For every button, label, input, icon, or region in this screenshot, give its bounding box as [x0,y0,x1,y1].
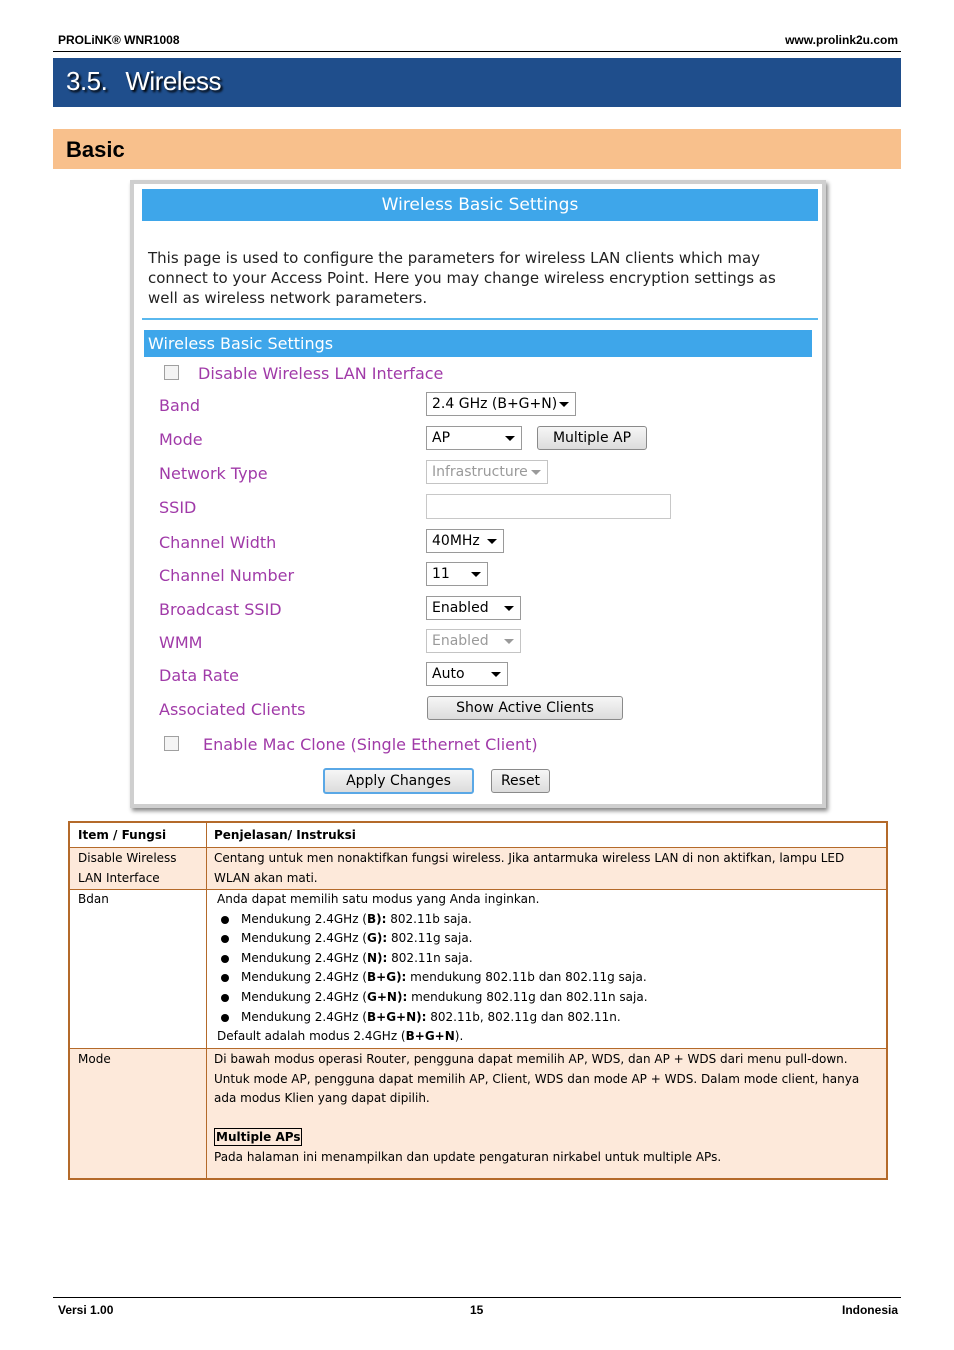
disable-wlan-label: Disable Wireless LAN Interface [198,364,444,383]
row2-intro: Anda dapat memilih satu modus yang Anda inginkan. [217,892,540,906]
chevron-down-icon [487,539,497,544]
table-header-description: Penjelasan/ Instruksi [214,828,356,842]
row1-item-line2: LAN Interface [78,870,160,885]
apply-changes-button[interactable]: Apply Changes [323,768,474,794]
section-number: 3.5. [66,66,108,96]
screenshot-title: Wireless Basic Settings [142,189,818,221]
header-website: www.prolink2u.com [785,33,898,47]
band-label: Band [159,396,201,415]
ssid-input[interactable] [426,494,671,519]
associated-clients-label: Associated Clients [159,700,306,719]
row3-text: Di bawah modus operasi Router, pengguna dapat memilih AP, WDS, dan AP + WDS dari menu pull-down. Untuk mode AP, pengguna dapat memilih AP, Client, WDS dan mode AP + WDS. Dalam mode client, hanya ada modus Klien yang dapat dipilih. [214,1052,860,1106]
data-rate-value: Auto [432,666,465,682]
data-rate-label: Data Rate [159,666,239,685]
header-product: PROLiNK® WNR1008 [58,33,180,47]
footer-language: Indonesia [841,1303,898,1317]
band-select[interactable] [426,392,576,416]
chevron-down-icon [504,606,514,611]
screenshot-divider [142,318,818,320]
mac-clone-label: Enable Mac Clone (Single Ethernet Client) [203,735,538,754]
screenshot-subtitle: Wireless Basic Settings [144,330,812,357]
data-rate-select[interactable] [426,662,508,686]
row2-item: Bdan [78,892,109,906]
wmm-label: WMM [159,633,203,652]
channel-width-label: Channel Width [159,533,277,552]
row3-sub-text: Pada halaman ini menampilkan dan update pengaturan nirkabel untuk multiple APs. [214,1149,722,1164]
band-bullet-item: Mendukung 2.4GHz (B+G): mendukung 802.11b dan 802.11g saja. [217,968,882,988]
section-title-text: Wireless [125,66,222,96]
row2-default: Default adalah modus 2.4GHz (B+G+N). [217,1029,464,1044]
disable-wlan-checkbox[interactable] [164,365,179,380]
band-bullet-item: Mendukung 2.4GHz (N): 802.11n saja. [217,949,882,969]
footer-divider [53,1297,901,1298]
channel-number-label: Channel Number [159,566,295,585]
reset-button[interactable]: Reset [491,769,550,793]
multiple-ap-button[interactable]: Multiple AP [537,426,647,450]
band-bullet-item: Mendukung 2.4GHz (G+N): mendukung 802.11g dan 802.11n saja. [217,988,882,1008]
channel-width-value: 40MHz [432,533,480,549]
footer-page-number: 15 [470,1303,484,1317]
header-divider [53,51,901,52]
column-divider [206,823,207,1178]
chevron-down-icon [471,572,481,577]
band-bullet-item: Mendukung 2.4GHz (B): 802.11b saja. [217,910,882,930]
broadcast-ssid-value: Enabled [432,600,489,616]
mode-select[interactable] [426,426,522,450]
broadcast-ssid-select[interactable] [426,596,521,620]
table-header-item: Item / Fungsi [78,828,167,842]
show-active-clients-button[interactable]: Show Active Clients [427,696,623,720]
row3-description [214,1050,882,1168]
section-title [66,66,221,97]
wmm-select[interactable] [426,629,521,653]
mode-value: AP [432,430,451,446]
router-screenshot [130,180,826,808]
network-type-value: Infrastructure [432,464,528,480]
footer-version: Versi 1.00 [58,1303,114,1317]
band-bullet-item: Mendukung 2.4GHz (B+G+N): 802.11b, 802.11g dan 802.11n. [217,1008,882,1028]
chevron-down-icon [504,639,514,644]
ssid-label: SSID [159,498,197,517]
channel-number-value: 11 [432,566,450,582]
mode-label: Mode [159,430,203,449]
row3-item: Mode [78,1052,111,1066]
chevron-down-icon [531,470,541,475]
band-value: 2.4 GHz (B+G+N) [432,396,558,412]
channel-width-select[interactable] [426,529,504,553]
row2-description [217,890,882,1047]
row-divider [70,847,886,848]
network-type-select[interactable] [426,460,548,484]
chevron-down-icon [491,672,501,677]
chevron-down-icon [505,436,515,441]
mac-clone-checkbox[interactable] [164,736,179,751]
row1-item-line1: Disable Wireless [78,851,177,865]
row-divider [70,1048,886,1049]
wmm-value: Enabled [432,633,489,649]
screenshot-description: This page is used to configure the parameters for wireless LAN clients which may connect to your Access Point. Here you may change wireless encryption settings as well as wireless network parameters. [148,249,776,307]
band-bullet-item: Mendukung 2.4GHz (G): 802.11g saja. [217,929,882,949]
chevron-down-icon [559,402,569,407]
broadcast-ssid-label: Broadcast SSID [159,600,282,619]
network-type-label: Network Type [159,464,268,483]
description-table [68,821,888,1180]
subsection-title: Basic [66,137,125,162]
row1-item [78,849,202,888]
row1-description: Centang untuk men nonaktifkan fungsi wireless. Jika antarmuka wireless LAN di non aktifkan, lampu LED WLAN akan mati. [214,851,845,885]
multiple-aps-heading: Multiple APs [216,1130,301,1145]
channel-number-select[interactable] [426,562,488,586]
subsection-banner [53,129,901,169]
